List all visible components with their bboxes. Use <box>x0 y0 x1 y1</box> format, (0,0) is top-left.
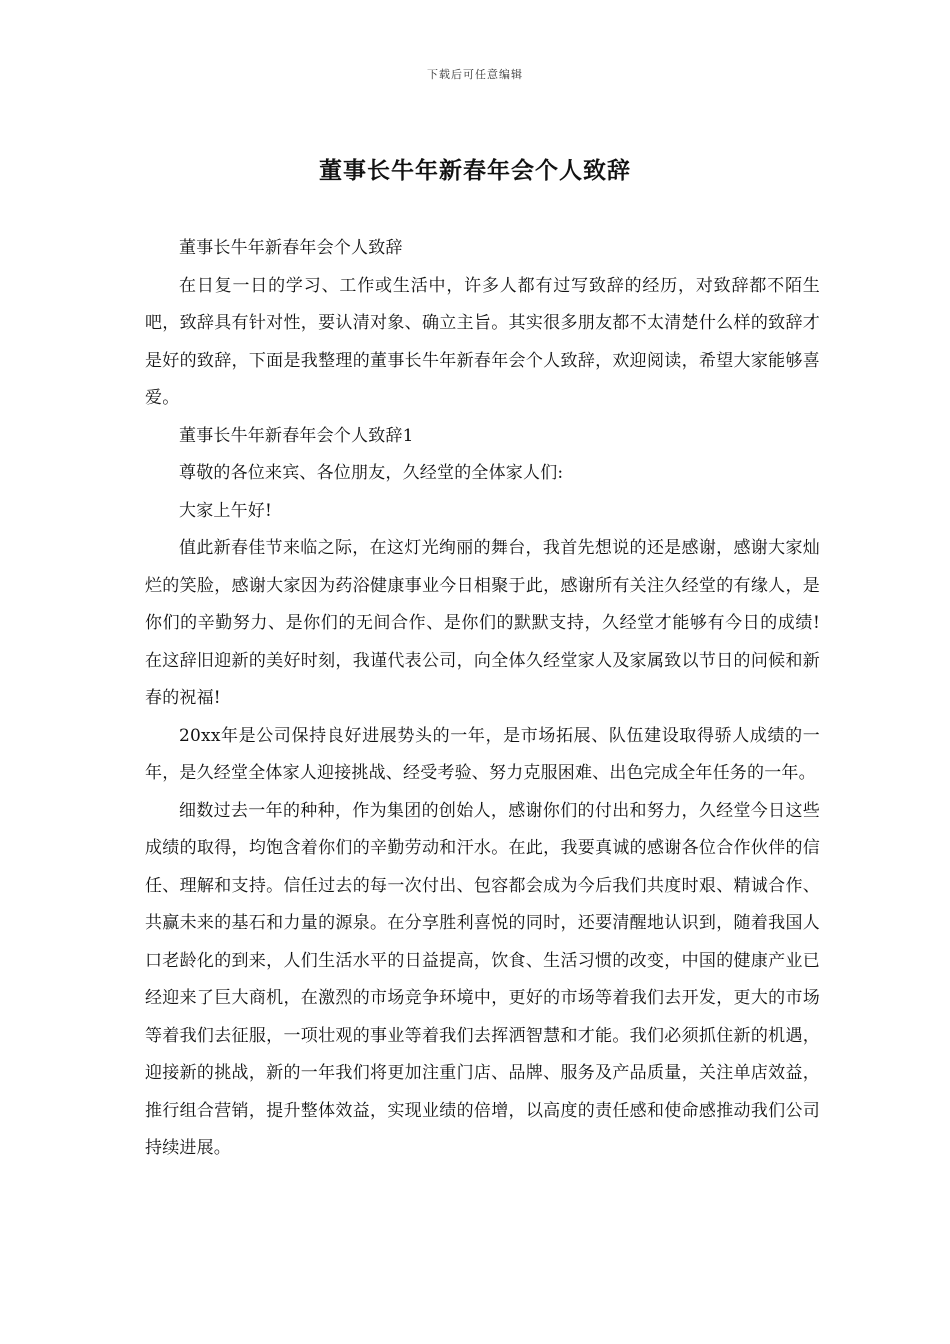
paragraph-subtitle: 董事长牛年新春年会个人致辞 <box>179 238 403 258</box>
paragraph-thanks: 值此新春佳节来临之际，在这灯光绚丽的舞台，我首先想说的还是感谢，感谢大家灿烂的笑脸，感谢大家因为药浴健康事业今日相聚于此，感谢所有关注久经堂的有缘人，是你们的辛勤努力、是你们的无间合作、是你们的默默支持，久经堂才能够有今日的成绩!在这辞旧迎新的美好时刻，我谨代表公司，向全体久经堂家人及家属致以节日的问候和新春的祝福! <box>145 538 820 708</box>
paragraph-intro: 在日复一日的学习、工作或生活中，许多人都有过写致辞的经历，对致辞都不陌生吧，致辞具有针对性，要认清对象、确立主旨。其实很多朋友都不太清楚什么样的致辞才是好的致辞，下面是我整理的董事长牛年新春年会个人致辞，欢迎阅读，希望大家能够喜爱。 <box>145 275 820 408</box>
header-note: 下载后可任意编辑 <box>427 68 523 81</box>
paragraph-outlook: 细数过去一年的种种，作为集团的创始人，感谢你们的付出和努力，久经堂今日这些成绩的取得，均饱含着你们的辛勤劳动和汗水。在此，我要真诚的感谢各位合作伙伴的信任、理解和支持。信任过去的每一次付出、包容都会成为今后我们共度时艰、精诚合作、共赢未来的基石和力量的源泉。在分享胜利喜悦的同时，还要清醒地认识到，随着我国人口老龄化的到来，人们生活水平的日益提高，饮食、生活习惯的改变，中国的健康产业已经迎来了巨大商机，在激烈的市场竞争环境中，更好的市场等着我们去开发，更大的市场等着我们去征服，一项壮观的事业等着我们去挥洒智慧和才能。我们必须抓住新的机遇，迎接新的挑战，新的一年我们将更加注重门店、品牌、服务及产品质量，关注单店效益，推行组合营销，提升整体效益，实现业绩的倍增，以高度的责任感和使命感推动我们公司持续进展。 <box>145 800 820 1158</box>
paragraph-year-review: 20xx年是公司保持良好进展势头的一年，是市场拓展、队伍建设取得骄人成绩的一年，是久经堂全体家人迎接挑战、经受考验、努力克服困难、出色完成全年任务的一年。 <box>145 725 820 783</box>
paragraph-section-heading: 董事长牛年新春年会个人致辞1 <box>179 425 414 446</box>
paragraph-greeting: 大家上午好! <box>179 500 273 521</box>
paragraph-salutation: 尊敬的各位来宾、各位朋友，久经堂的全体家人们: <box>179 463 564 483</box>
document-body <box>145 230 820 1168</box>
document-title: 董事长牛年新春年会个人致辞 <box>319 157 631 184</box>
